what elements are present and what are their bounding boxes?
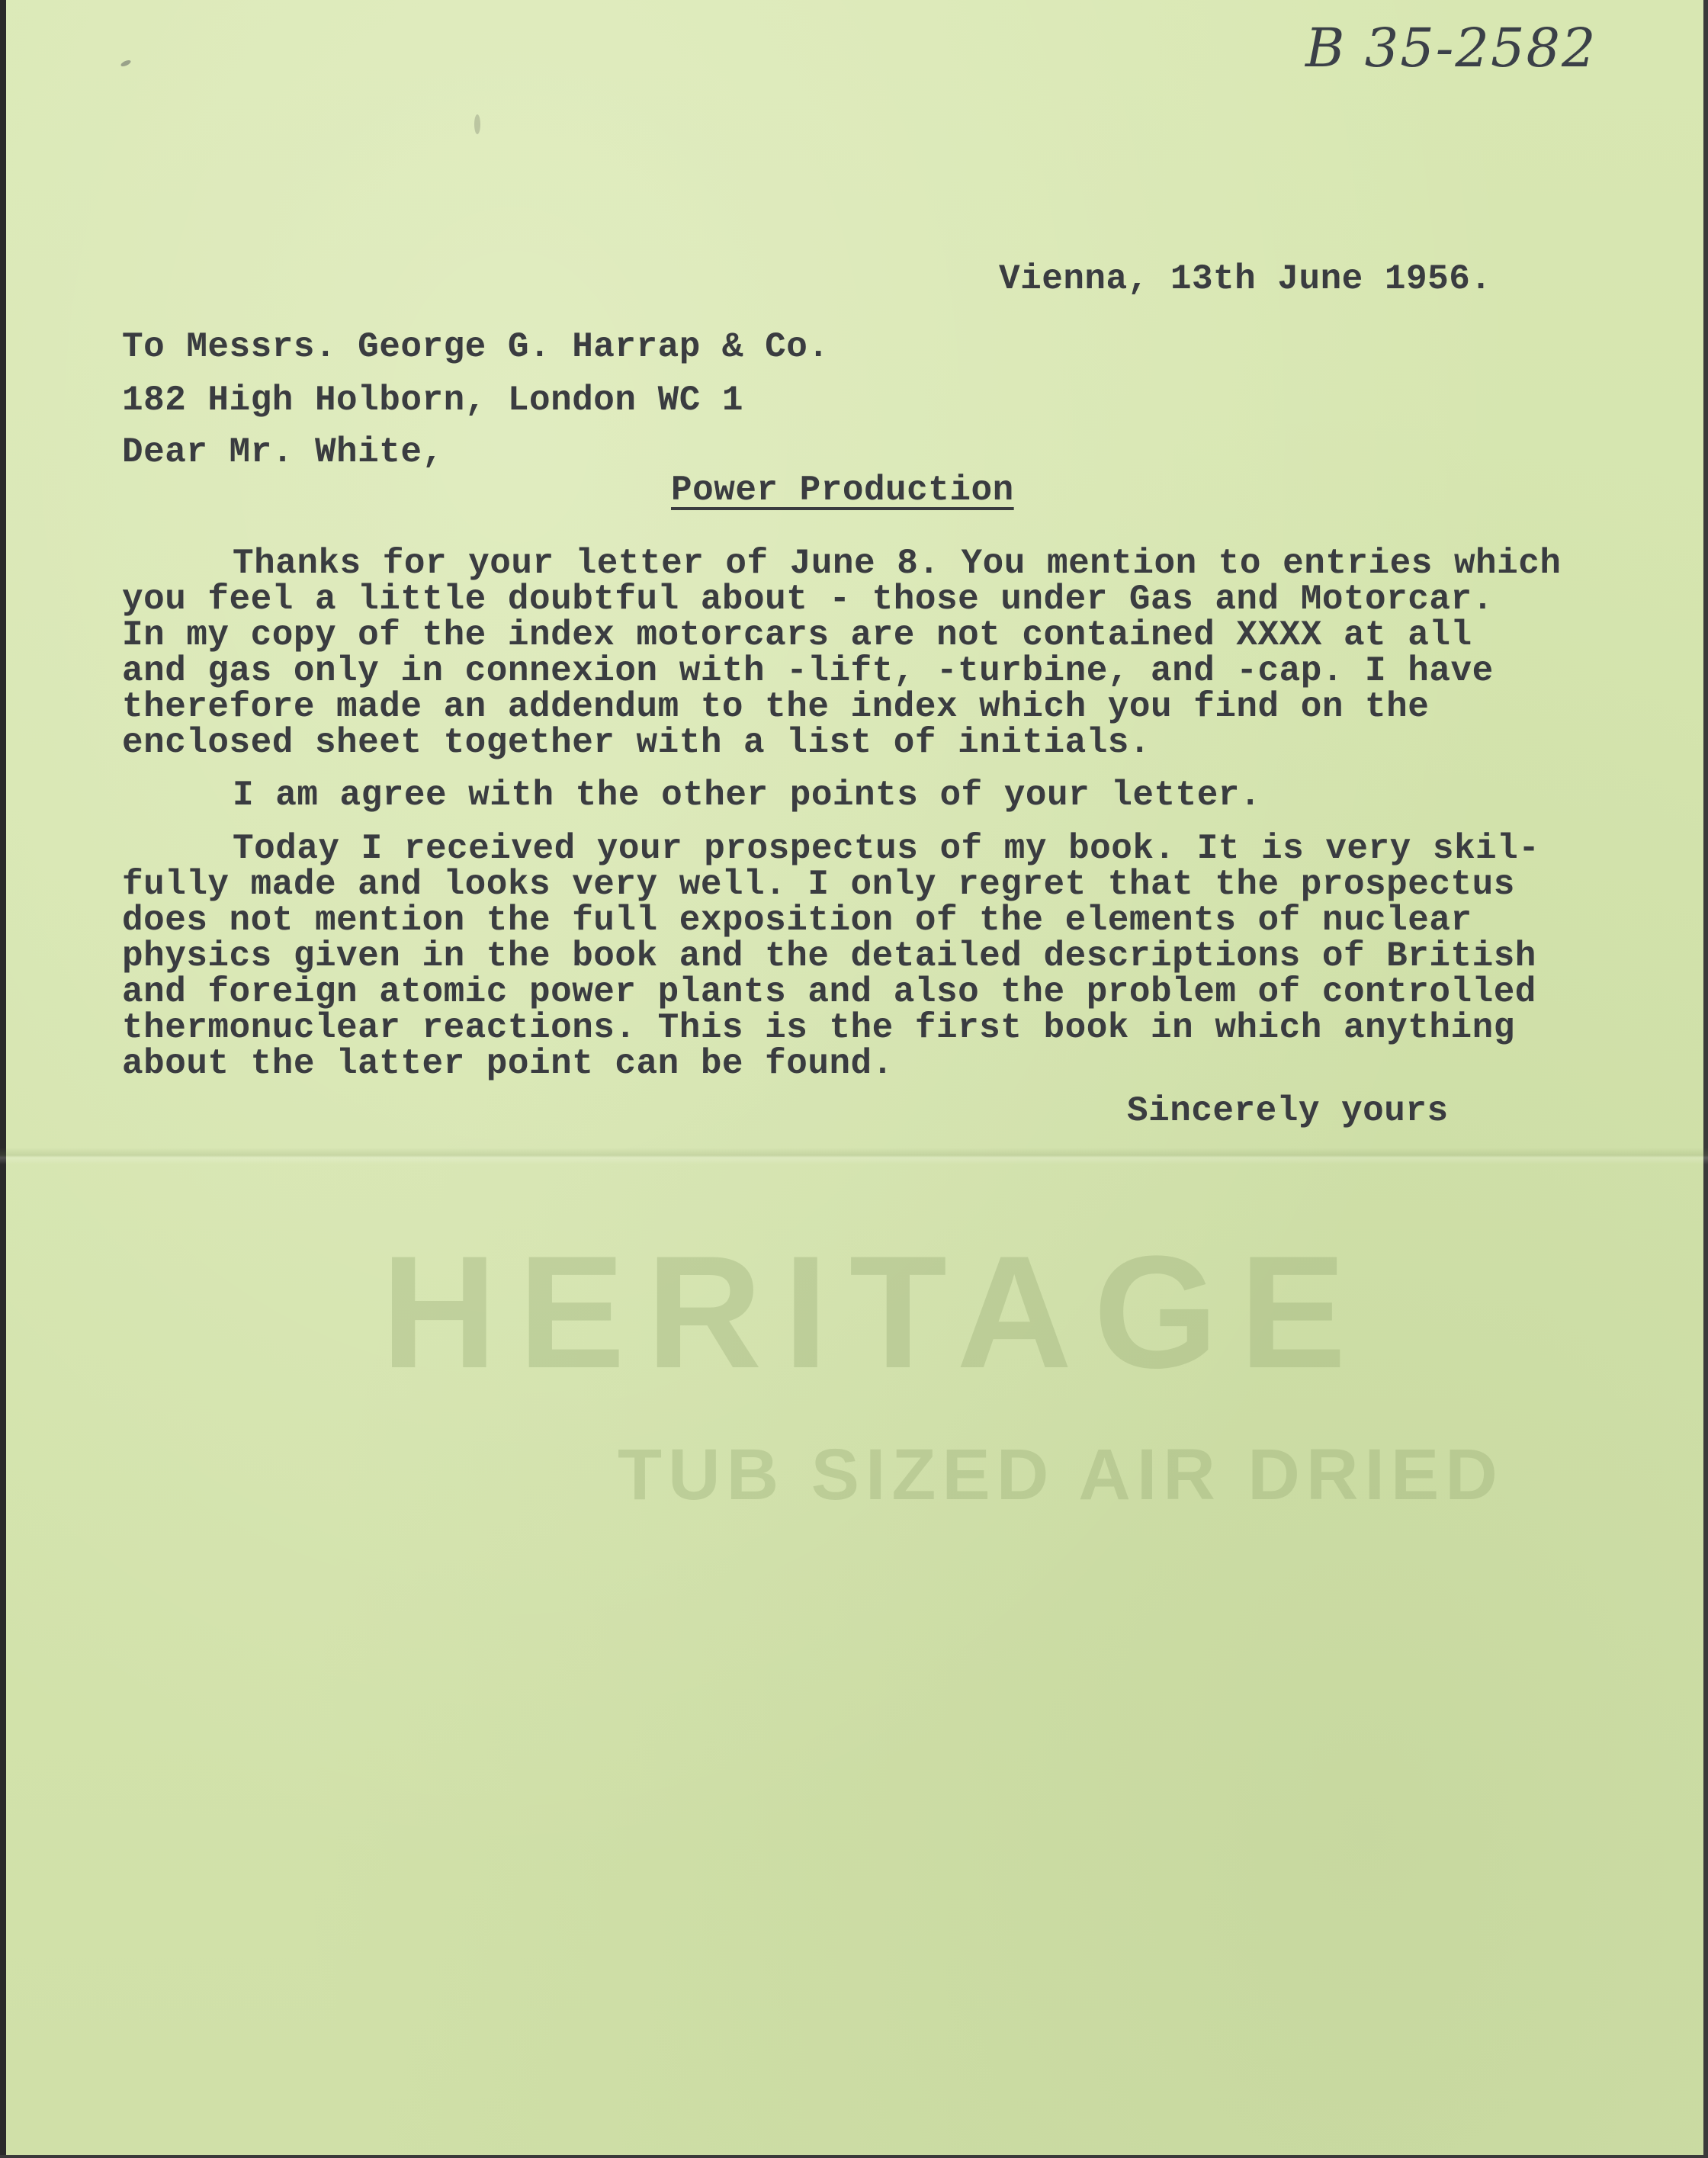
paragraph-line: enclosed sheet together with a list of initials. xyxy=(122,723,1151,763)
watermark-sub: TUB SIZED AIR DRIED xyxy=(618,1434,1504,1515)
recipient-line-1: To Messrs. George G. Harrap & Co. xyxy=(122,327,830,367)
paragraph-line: about the latter point can be found. xyxy=(122,1044,894,1084)
paragraph-2 xyxy=(122,778,1261,814)
closing: Sincerely yours xyxy=(1127,1091,1449,1131)
paragraph-3 xyxy=(122,831,1539,1082)
paragraph-line: fully made and looks very well. I only regret that the prospectus xyxy=(122,865,1515,904)
paragraph-line: In my copy of the index motorcars are not contained XXXX at all xyxy=(122,615,1472,655)
paragraph-line: and foreign atomic power plants and also the problem of controlled xyxy=(122,972,1536,1012)
paragraph-line: thermonuclear reactions. This is the first book in which anything xyxy=(122,1008,1515,1048)
ink-smudge xyxy=(120,59,131,67)
salutation: Dear Mr. White, xyxy=(122,432,444,472)
paragraph-line: I am agree with the other points of your letter. xyxy=(233,776,1262,815)
scan-edge-bottom xyxy=(0,2155,1708,2158)
paragraph-line: you feel a little doubtful about - those under Gas and Motorcar. xyxy=(122,580,1494,619)
paper-fold-line xyxy=(0,1148,1708,1164)
ink-smudge xyxy=(474,114,480,134)
scan-edge-right xyxy=(1703,0,1708,2158)
paragraph-line: Thanks for your letter of June 8. You mention to entries which xyxy=(233,544,1562,583)
paragraph-line: therefore made an addendum to the index which you find on the xyxy=(122,687,1430,727)
subject-heading: Power Production xyxy=(671,470,1014,510)
archive-reference-number: B 35-2582 xyxy=(1305,17,1597,79)
recipient-line-2: 182 High Holborn, London WC 1 xyxy=(122,381,744,420)
paragraph-line: does not mention the full exposition of the elements of nuclear xyxy=(122,901,1472,940)
watermark-main: HERITAGE xyxy=(381,1222,1368,1402)
date-line: Vienna, 13th June 1956. xyxy=(999,259,1492,299)
paragraph-1 xyxy=(122,546,1561,761)
paragraph-line: and gas only in connexion with -lift, -turbine, and -cap. I have xyxy=(122,651,1494,691)
paragraph-line: physics given in the book and the detailed descriptions of British xyxy=(122,936,1536,976)
paragraph-line: Today I received your prospectus of my book. It is very skil- xyxy=(233,829,1540,869)
scan-edge-left xyxy=(0,0,6,2158)
